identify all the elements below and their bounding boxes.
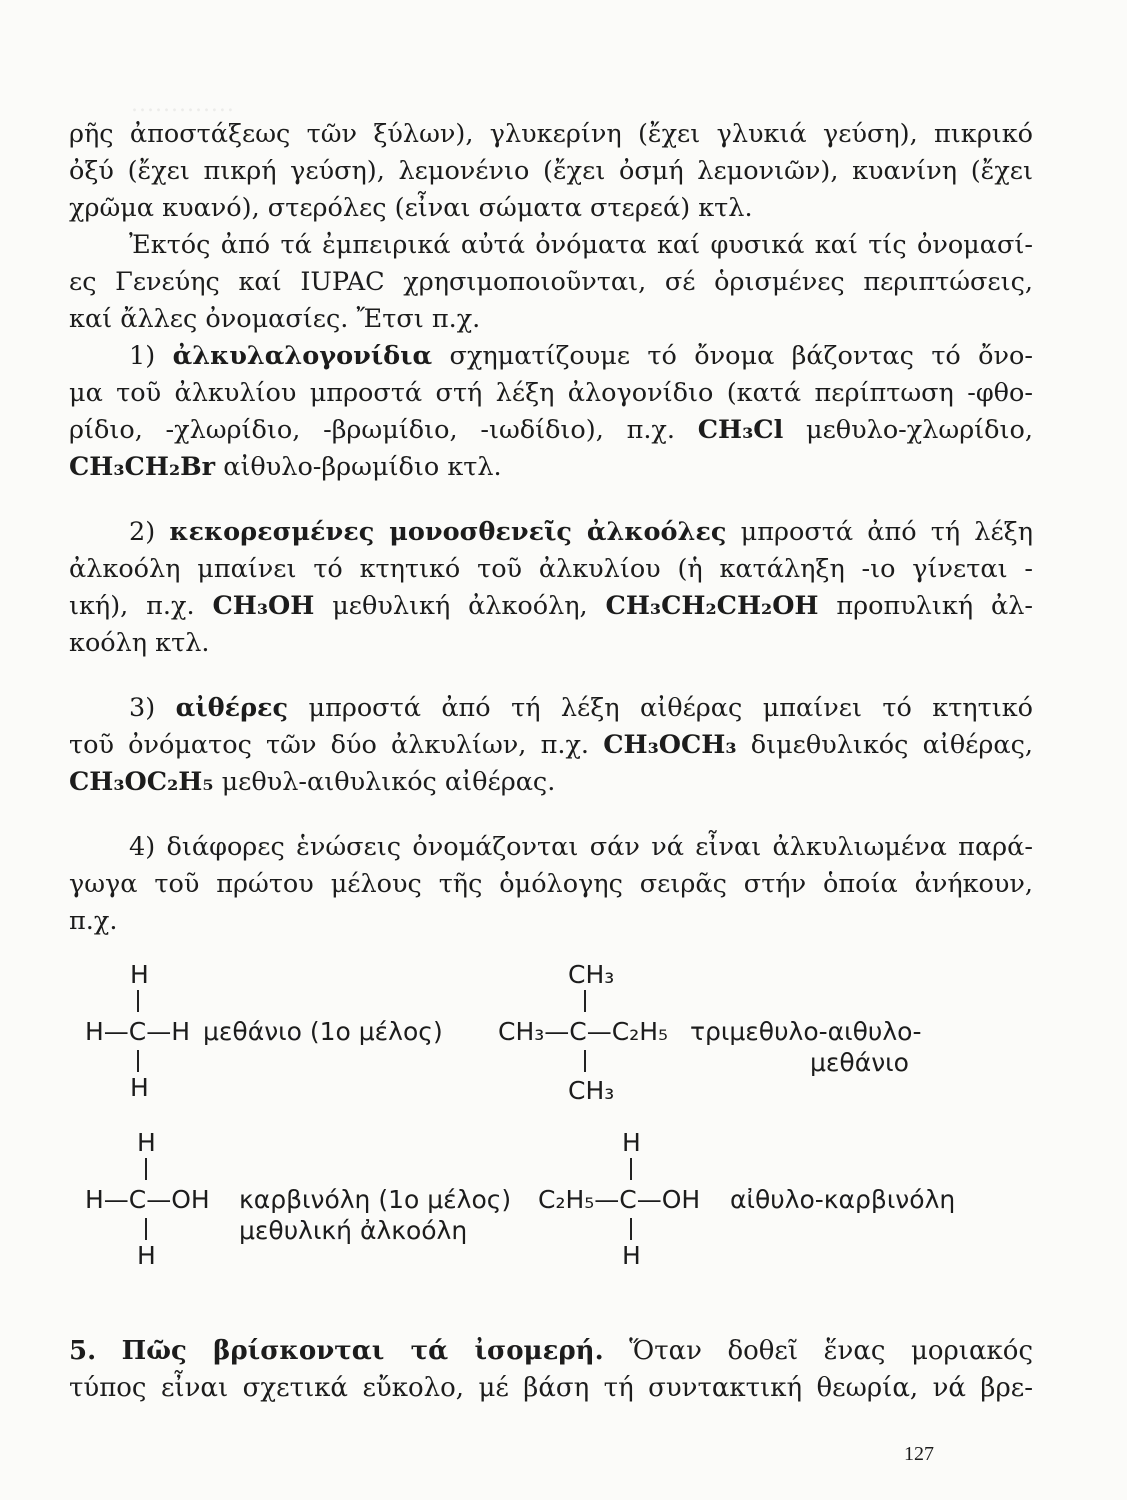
item-number: 3) <box>129 693 156 723</box>
section-heading: 5. Πῶς βρίσκονται τά ἰσομερή. Ὅταν δοθεῖ ἕνας μοριακός τύπος εἶναι σχετικά εὔκολο, μέ βάση τή συντακτική θεωρία, νά βρε- <box>69 1333 1033 1407</box>
structure-name: μεθάνιο <box>810 1048 909 1077</box>
text-line: ἀλκοόλη μπαίνει τό κτητικό τοῦ ἀλκυλίου (ἡ κατάληξη -ιο γίνεται - <box>69 554 1033 584</box>
item-1-line: 1) ἀλκυλαλογονίδια σχηματίζουμε τό ὄνομα βάζοντας τό ὄνο- <box>129 341 1034 371</box>
text-line: π.χ. <box>69 906 118 936</box>
formula: CH₃OH <box>212 591 315 621</box>
section-number: 5. <box>69 1336 97 1366</box>
text-line: ὀξύ (ἔχει πικρή γεύση), λεμονένιο (ἔχει ὀσμή λεμονιῶν), κυανίνη (ἔχει <box>69 156 1033 186</box>
structure-name: μεθυλική ἀλκοόλη <box>239 1216 468 1245</box>
term-ethers: αἰθέρες <box>175 693 289 723</box>
term-saturated-alcohols: κεκορεσμένες μονοσθενεῖς ἀλκοόλες <box>169 517 727 547</box>
text-line: μα τοῦ ἀλκυλίου μπροστά στή λέξη ἀλογονίδιο (κατά περίπτωση -φθο- <box>69 378 1033 408</box>
ethyl-carbinol-structure <box>538 1128 958 1278</box>
item-number: 1) <box>129 341 156 371</box>
atom-h: H <box>622 1128 641 1157</box>
atom-h: H <box>137 1241 156 1270</box>
formula: CH₃OC₂H₅ <box>69 767 214 797</box>
text-line: Ἐκτός ἀπό τά ἐμπειρικά αὐτά ὀνόματα καί φυσικά καί τίς ὀνομασί- <box>129 230 1033 260</box>
atom-h: H <box>130 960 149 989</box>
atom-h: H <box>130 1073 149 1102</box>
bond <box>630 1218 632 1240</box>
formula: CH₃OCH₃ <box>603 730 737 760</box>
page-number: 127 <box>904 1443 934 1465</box>
bond <box>584 1050 586 1072</box>
text-line: καί ἄλλες ὀνομασίες. Ἔτσι π.χ. <box>69 304 481 334</box>
text-line: γωγα τοῦ πρώτου μέλους τῆς ὁμόλογης σειρᾶς στήν ὁποία ἀνήκουν, <box>69 869 1033 899</box>
formula: CH₃CH₂CH₂OH <box>605 591 819 621</box>
text-line: τοῦ ὀνόματος τῶν δύο ἀλκυλίων, π.χ. CH₃OCH₃ διμεθυλικός αἰθέρας, <box>69 730 1033 760</box>
item-4-line: 4) διάφορες ἑνώσεις ὀνομάζονται σάν νά εἶναι ἀλκυλιωμένα παρά- <box>129 832 1033 862</box>
text-line: CH₃OC₂H₅ μεθυλ-αιθυλικός αἰθέρας. <box>69 767 556 797</box>
bond <box>137 1050 139 1072</box>
carbinol-structure <box>85 1128 512 1278</box>
structure-name: μεθάνιο (1ο μέλος) <box>203 1017 443 1046</box>
structure-name: τριμεθυλο-αιθυλο- <box>690 1017 922 1046</box>
bond <box>145 1218 147 1240</box>
structure-name: αἰθυλο-καρβινόλη <box>730 1185 956 1214</box>
formula: CH₃CH₂Br <box>69 452 216 482</box>
item-3-line: 3) αἰθέρες μπροστά ἀπό τή λέξη αἰθέρας μπαίνει τό κτητικό <box>129 693 1033 723</box>
structure-row: CH₃—C—C₂H₅ <box>498 1017 669 1046</box>
text-line: χρῶμα κυανό), στερόλες (εἶναι σώματα στερεά) κτλ. <box>69 193 753 223</box>
show-through: ............. <box>130 92 234 117</box>
atom-h: H <box>622 1241 641 1270</box>
bond <box>145 1158 147 1180</box>
structure-row: H—C—H <box>85 1017 191 1046</box>
body-text <box>69 116 1033 940</box>
structure-row: H—C—OH <box>85 1185 210 1214</box>
text-line: CH₃CH₂Br αἰθυλο-βρωμίδιο κτλ. <box>69 452 502 482</box>
methyl-group: CH₃ <box>568 960 615 989</box>
text-line: ρῆς ἀποστάξεως τῶν ξύλων), γλυκερίνη (ἔχει γλυκιά γεύση), πικρικό <box>69 119 1033 149</box>
text-line: κοόλη κτλ. <box>69 628 210 658</box>
trimethyl-ethyl-methane-structure <box>498 960 938 1110</box>
methane-structure <box>85 960 485 1110</box>
text-line: ες Γενεύης καί IUPAC χρησιμοποιοῦνται, σέ ὁρισμένες περιπτώσεις, <box>69 267 1033 297</box>
formula: CH₃Cl <box>697 415 784 445</box>
bond <box>630 1158 632 1180</box>
bond <box>137 990 139 1012</box>
text-line: τύπος εἶναι σχετικά εὔκολο, μέ βάση τή συντακτική θεωρία, νά βρε- <box>69 1373 1033 1403</box>
term-alkyl-halides: ἀλκυλαλογονίδια <box>172 341 433 371</box>
atom-h: H <box>137 1128 156 1157</box>
bond <box>584 990 586 1012</box>
structure-name: καρβινόλη (1ο μέλος) <box>239 1185 512 1214</box>
structure-row: C₂H₅—C—OH <box>538 1185 701 1214</box>
item-2-line: 2) κεκορεσμένες μονοσθενεῖς ἀλκοόλες μπροστά ἀπό τή λέξη <box>129 517 1033 547</box>
text-line: ρίδιο, -χλωρίδιο, -βρωμίδιο, -ιωδίδιο), π.χ. CH₃Cl μεθυλο-χλωρίδιο, <box>69 415 1033 445</box>
section-title: Πῶς βρίσκονται τά ἰσομερή. <box>121 1336 604 1366</box>
methyl-group: CH₃ <box>568 1076 615 1105</box>
text-line: ική), π.χ. CH₃OH μεθυλική ἀλκοόλη, CH₃CH₂CH₂OH προπυλική ἀλ- <box>69 591 1034 621</box>
item-number: 2) <box>129 517 156 547</box>
